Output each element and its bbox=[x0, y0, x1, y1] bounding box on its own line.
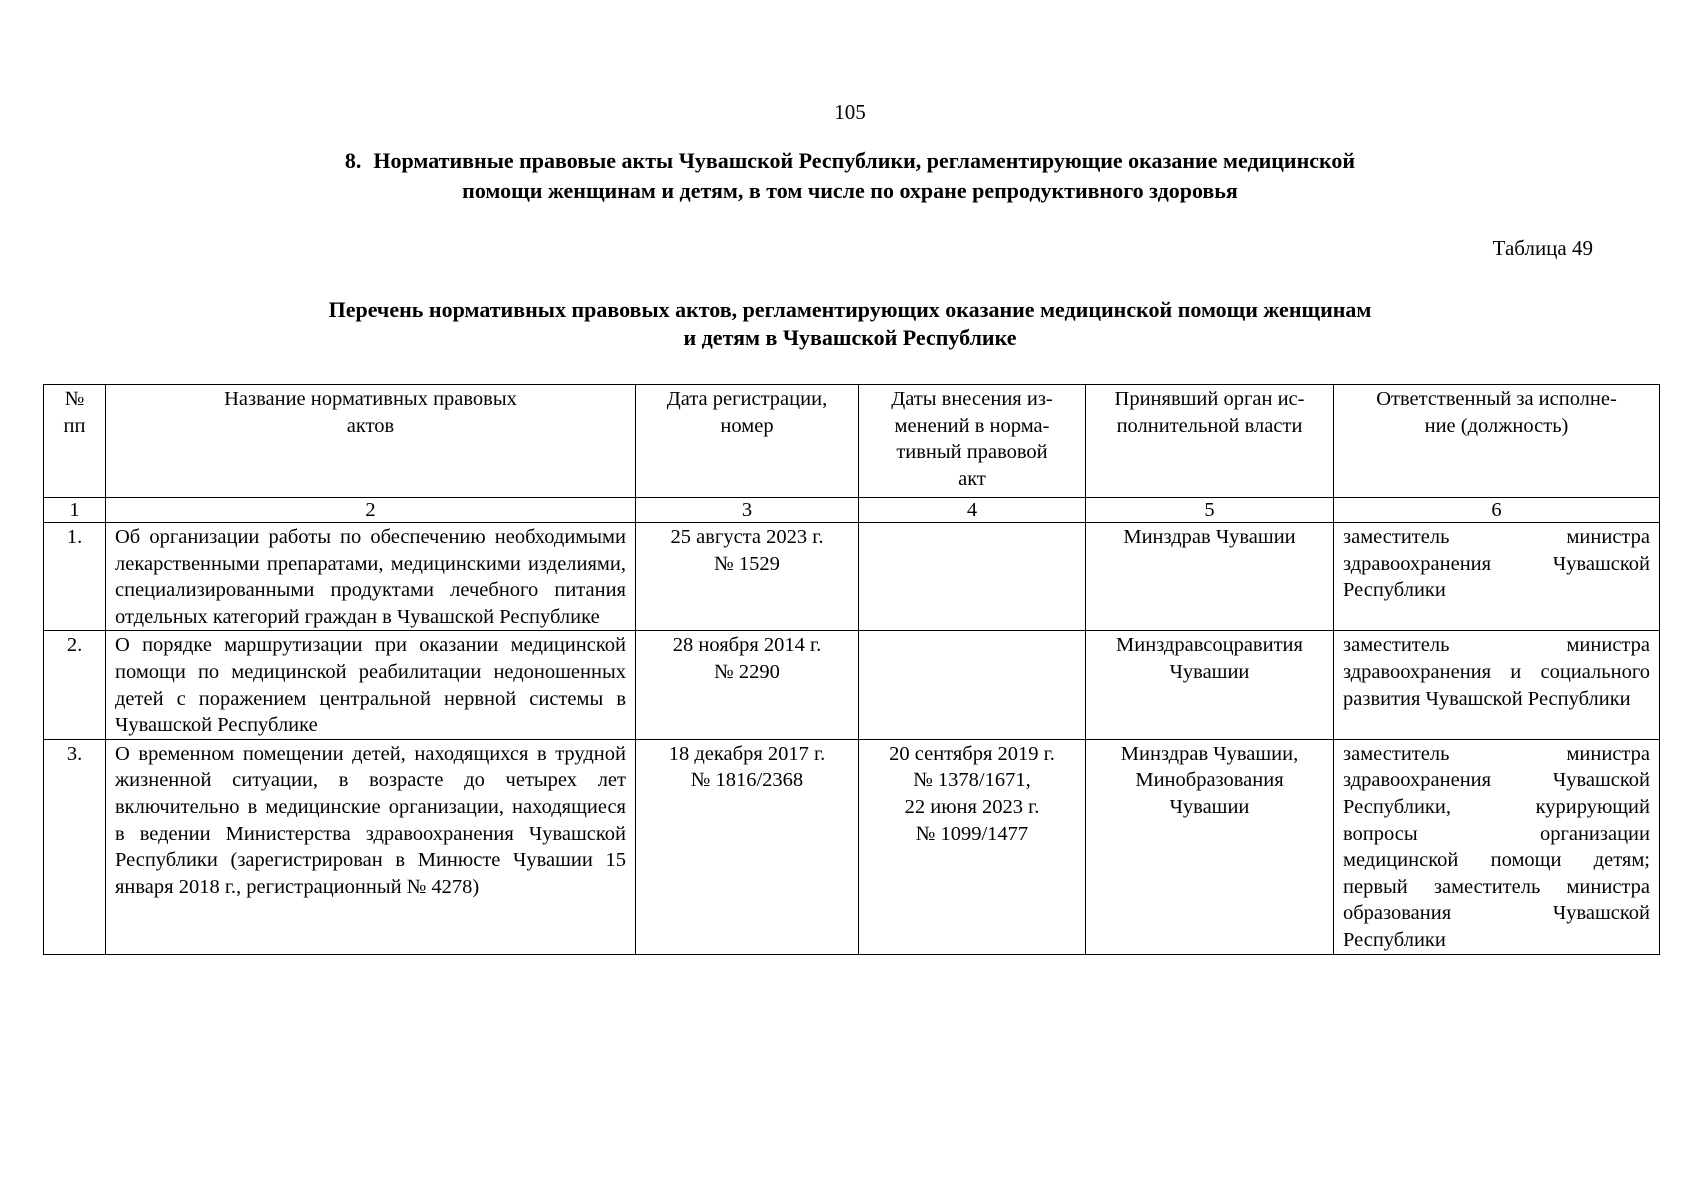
column-number: 2 bbox=[106, 498, 636, 523]
table-label: Таблица 49 bbox=[1492, 236, 1593, 260]
act-name: Об организации работы по обеспечению необходимыми лекарственными препаратами, медицинскими изделиями, специализированными продуктами лечебного питания отдельных категорий граждан в Чувашской Республике bbox=[106, 523, 636, 631]
act-name: О порядке маршрутизации при оказании медицинской помощи по медицинской реабилитации недоношенных детей с поражением центральной нервной системы в Чувашской Республике bbox=[106, 631, 636, 739]
registration-date: 18 декабря 2017 г. bbox=[668, 742, 826, 765]
header-amendments: Даты внесения из- менений в норма- тивный правовой акт bbox=[859, 385, 1086, 498]
column-number: 6 bbox=[1334, 498, 1660, 523]
section-number: 8. bbox=[344, 148, 362, 173]
amendments-cell bbox=[859, 631, 1086, 739]
section-heading-line-1 bbox=[250, 146, 1450, 176]
registration-number: № 1816/2368 bbox=[690, 769, 804, 792]
table-row bbox=[44, 739, 1660, 954]
header-responsible: Ответственный за исполне- ние (должность) bbox=[1334, 385, 1660, 498]
list-title bbox=[150, 296, 1550, 352]
header-registration: Дата регистрации, номер bbox=[636, 385, 859, 498]
acts-table bbox=[43, 384, 1660, 955]
row-number: 3. bbox=[44, 739, 106, 954]
authority-cell: Минздравсоцравития Чувашии bbox=[1086, 631, 1334, 739]
list-title-line-2: и детям в Чувашской Республике bbox=[683, 325, 1017, 350]
column-number: 3 bbox=[636, 498, 859, 523]
registration-cell bbox=[636, 631, 859, 739]
column-number: 5 bbox=[1086, 498, 1334, 523]
header-act-name: Название нормативных правовых актов bbox=[106, 385, 636, 498]
registration-number: № 1529 bbox=[714, 552, 780, 575]
header-number: № пп bbox=[44, 385, 106, 498]
section-title-line-2: помощи женщинам и детям, в том числе по охране репродуктивного здоровья bbox=[462, 178, 1238, 203]
responsible-cell: заместитель министра здравоохранения Чувашской Республики bbox=[1334, 523, 1660, 631]
column-number: 1 bbox=[44, 498, 106, 523]
authority-cell: Минздрав Чувашии, Минобразования Чувашии bbox=[1086, 739, 1334, 954]
header-authority: Принявший орган ис- полнительной власти bbox=[1086, 385, 1334, 498]
table-row bbox=[44, 523, 1660, 631]
column-number: 4 bbox=[859, 498, 1086, 523]
amendments-cell bbox=[859, 523, 1086, 631]
registration-cell bbox=[636, 523, 859, 631]
table-row bbox=[44, 631, 1660, 739]
page-number: 105 bbox=[834, 100, 866, 124]
section-title-line-1: Нормативные правовые акты Чувашской Республики, регламентирующие оказание медицинской bbox=[373, 148, 1356, 173]
row-number: 1. bbox=[44, 523, 106, 631]
amendments-cell: 20 сентября 2019 г. № 1378/1671, 22 июня 2023 г. № 1099/1477 bbox=[859, 739, 1086, 954]
registration-cell bbox=[636, 739, 859, 954]
act-name: О временном помещении детей, находящихся в трудной жизненной ситуации, в возрасте до четырех лет включительно в медицинские организации, находящиеся в ведении Министерства здравоохранения Чувашской Республики (зарегистрирован в Минюсте Чувашии 15 января 2018 г., регистрационный № 4278) bbox=[106, 739, 636, 954]
registration-date: 25 августа 2023 г. bbox=[670, 526, 824, 548]
column-number-row bbox=[44, 498, 1660, 523]
responsible-cell: заместитель министра здравоохранения и социального развития Чувашской Республики bbox=[1334, 631, 1660, 739]
registration-number: № 2290 bbox=[714, 660, 780, 683]
responsible-cell: заместитель министра здравоохранения Чувашской Республики, курирующий вопросы организации медицинской помощи детям; первый заместитель министра образования Чувашской Республики bbox=[1334, 739, 1660, 954]
list-title-line-1: Перечень нормативных правовых актов, регламентирующих оказание медицинской помощи женщинам bbox=[328, 297, 1372, 322]
authority-cell: Минздрав Чувашии bbox=[1086, 523, 1334, 631]
section-heading bbox=[250, 146, 1450, 206]
row-number: 2. bbox=[44, 631, 106, 739]
registration-date: 28 ноября 2014 г. bbox=[672, 634, 822, 657]
table-header-row bbox=[44, 385, 1660, 498]
